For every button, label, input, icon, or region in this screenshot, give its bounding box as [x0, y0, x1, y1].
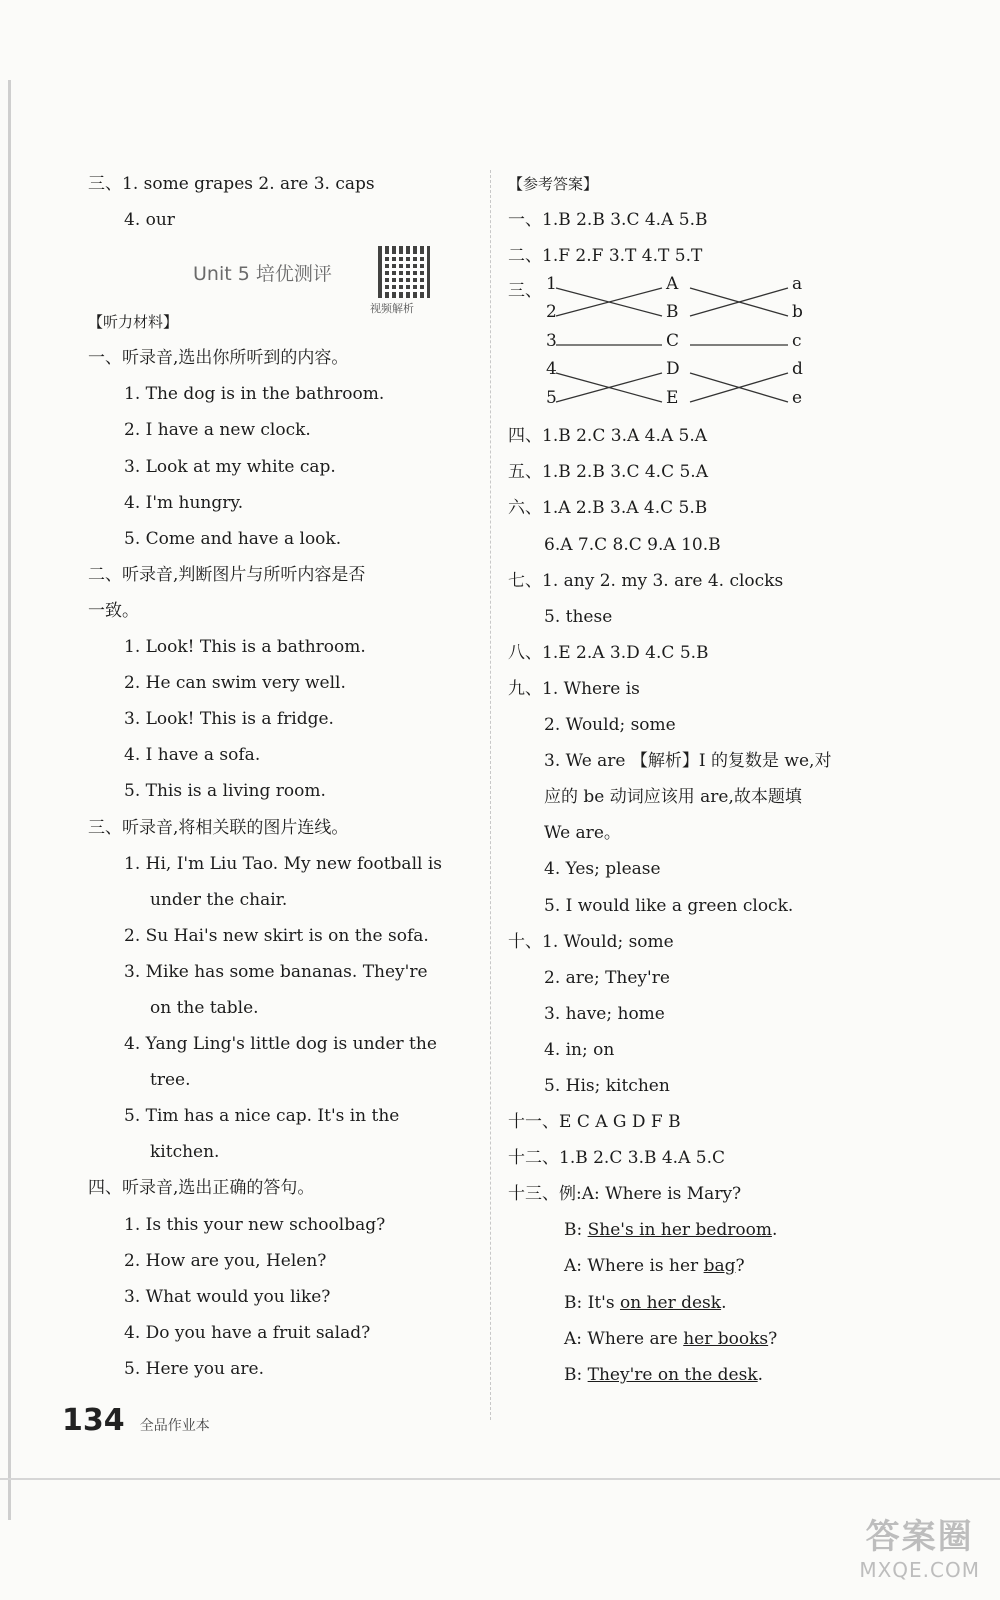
book-name: 全品作业本: [139, 1418, 210, 1434]
listening-item: 4. Do you have a fruit salad?: [124, 1322, 371, 1343]
listening-item: 2. I have a new clock.: [124, 420, 311, 441]
section-heading: 一、听录音,选出你所听到的内容。: [88, 348, 349, 369]
dialog-text: B:: [564, 1364, 588, 1385]
match-label: e: [792, 388, 803, 409]
answer-line: 十二、1.B 2.C 3.B 4.A 5.C: [508, 1148, 725, 1169]
watermark: [859, 1509, 980, 1582]
match-label: C: [666, 331, 680, 352]
section-heading-cont: 一致。: [88, 600, 139, 621]
section-heading: 二、听录音,判断图片与所听内容是否: [88, 564, 366, 585]
listening-item: 3. Mike has some bananas. They're: [124, 961, 428, 982]
listening-item: 5. Tim has a nice cap. It's in the: [124, 1106, 400, 1127]
match-label: 1: [546, 274, 557, 295]
listening-item: 2. How are you, Helen?: [124, 1250, 327, 1271]
dialog-text: B: It's: [564, 1292, 620, 1313]
dialog-text: ?: [768, 1328, 778, 1349]
material-tag: 【听力材料】: [88, 313, 179, 332]
left-column: [88, 166, 478, 1387]
listening-item: 3. Look! This is a fridge.: [124, 709, 334, 730]
answer-line: 2. are; They're: [544, 967, 670, 988]
column-divider: [490, 170, 491, 1420]
dialog-line: [508, 1212, 898, 1248]
dialog-answers: [508, 1212, 898, 1392]
answer-line: We are。: [544, 823, 621, 844]
section-heading: 四、听录音,选出正确的答句。: [88, 1178, 315, 1199]
listening-item: tree.: [150, 1070, 191, 1091]
answer-line: 六、1.A 2.B 3.A 4.C 5.B: [508, 498, 708, 519]
listening-item: on the table.: [150, 997, 259, 1018]
listening-item: 5. Here you are.: [124, 1358, 265, 1379]
answer-line: 七、1. any 2. my 3. are 4. clocks: [508, 570, 784, 591]
answer-line: 一、1.B 2.B 3.C 4.A 5.B: [508, 210, 708, 231]
answer-line: 十一、E C A G D F B: [508, 1112, 681, 1133]
dialog-text: B:: [564, 1220, 588, 1241]
match-label: 3: [546, 331, 557, 352]
answer-tag: 【参考答案】: [508, 175, 599, 193]
dialog-text: .: [757, 1364, 764, 1385]
answer-line: 应的 be 动词应该用 are,故本题填: [544, 787, 802, 808]
underlined-answer: on her desk: [619, 1292, 722, 1313]
watermark-logo: 答案圈: [865, 1517, 974, 1557]
answer-line: 4. Yes; please: [544, 859, 661, 880]
answer-line: 5. I would like a green clock.: [544, 895, 794, 916]
answer-line: 十三、例:A: Where is Mary?: [508, 1184, 742, 1205]
bottom-rule: [0, 1478, 1000, 1480]
underlined-answer: She's in her bedroom: [587, 1220, 772, 1241]
match-label: c: [792, 331, 802, 352]
match-label: D: [666, 359, 680, 380]
listening-item: 1. Is this your new schoolbag?: [124, 1214, 386, 1235]
page-edge: [8, 80, 11, 1520]
listening-item: 5. This is a living room.: [124, 781, 326, 802]
answer-line: 6.A 7.C 8.C 9.A 10.B: [544, 534, 721, 555]
match-label: 2: [546, 302, 557, 323]
underlined-answer: her books: [683, 1328, 769, 1349]
dialog-text: .: [771, 1220, 778, 1241]
answer-line: 4. our: [124, 210, 175, 231]
listening-item: 2. Su Hai's new skirt is on the sofa.: [124, 925, 429, 946]
qr-caption: 视频解析: [370, 302, 414, 315]
watermark-url: MXQE.COM: [859, 1558, 980, 1582]
listening-item: under the chair.: [150, 889, 288, 910]
underlined-answer: bag: [703, 1256, 736, 1277]
dialog-text: A: Where are: [564, 1328, 684, 1349]
listening-item: 3. Look at my white cap.: [124, 456, 336, 477]
section-heading: 三、听录音,将相关联的图片连线。: [88, 817, 349, 838]
match-label: a: [792, 274, 803, 295]
answer-line: 四、1.B 2.C 3.A 4.A 5.A: [508, 426, 708, 447]
answer-label: 三、: [508, 281, 542, 302]
dialog-text: ?: [735, 1256, 745, 1277]
answer-line: 三、1. some grapes 2. are 3. caps: [88, 174, 375, 194]
answer-line: 3. We are 【解析】I 的复数是 we,对: [544, 751, 832, 772]
answer-line: 五、1.B 2.B 3.C 4.C 5.A: [508, 462, 708, 483]
match-label: b: [792, 302, 803, 323]
dialog-line: [508, 1285, 898, 1321]
right-column: [508, 166, 898, 1393]
listening-sections: [88, 340, 478, 1387]
listening-item: 1. The dog is in the bathroom.: [124, 384, 385, 405]
answer-line: 二、1.F 2.F 3.T 4.T 5.T: [508, 246, 703, 267]
listening-item: 1. Hi, I'm Liu Tao. My new football is: [124, 853, 443, 874]
dialog-text: A: Where is her: [564, 1256, 704, 1277]
dialog-line: [508, 1357, 898, 1393]
page-number: 134: [62, 1403, 125, 1438]
answer-line: 5. these: [544, 606, 613, 627]
listening-item: 1. Look! This is a bathroom.: [124, 637, 366, 658]
listening-item: 2. He can swim very well.: [124, 673, 346, 694]
answer-line: 3. have; home: [544, 1003, 665, 1024]
dialog-line: [508, 1321, 898, 1357]
match-label: E: [666, 388, 679, 409]
listening-item: 4. Yang Ling's little dog is under the: [124, 1034, 437, 1055]
unit-title: Unit 5 培优测评: [193, 263, 332, 286]
underlined-answer: They're on the desk: [587, 1364, 758, 1385]
answer-line: 十、1. Would; some: [508, 931, 674, 952]
listening-item: 4. I'm hungry.: [124, 492, 244, 513]
answer-line: 八、1.E 2.A 3.D 4.C 5.B: [508, 642, 709, 663]
matching-diagram: [508, 274, 898, 418]
qr-code-icon[interactable]: [378, 246, 430, 298]
answer-line: 4. in; on: [544, 1039, 615, 1060]
dialog-line: [508, 1248, 898, 1284]
answer-line: 2. Would; some: [544, 715, 676, 736]
match-label: d: [792, 359, 803, 380]
dialog-text: .: [721, 1292, 727, 1313]
listening-item: 4. I have a sofa.: [124, 745, 261, 766]
listening-item: kitchen.: [150, 1142, 220, 1163]
match-label: 4: [546, 359, 557, 380]
match-label: B: [666, 302, 679, 323]
listening-item: 3. What would you like?: [124, 1286, 331, 1307]
listening-item: 5. Come and have a look.: [124, 528, 342, 549]
page-footer: [62, 1403, 210, 1438]
answer-line: 九、1. Where is: [508, 678, 640, 699]
match-label: 5: [546, 388, 557, 409]
match-label: A: [666, 274, 679, 295]
answer-line: 5. His; kitchen: [544, 1075, 670, 1096]
